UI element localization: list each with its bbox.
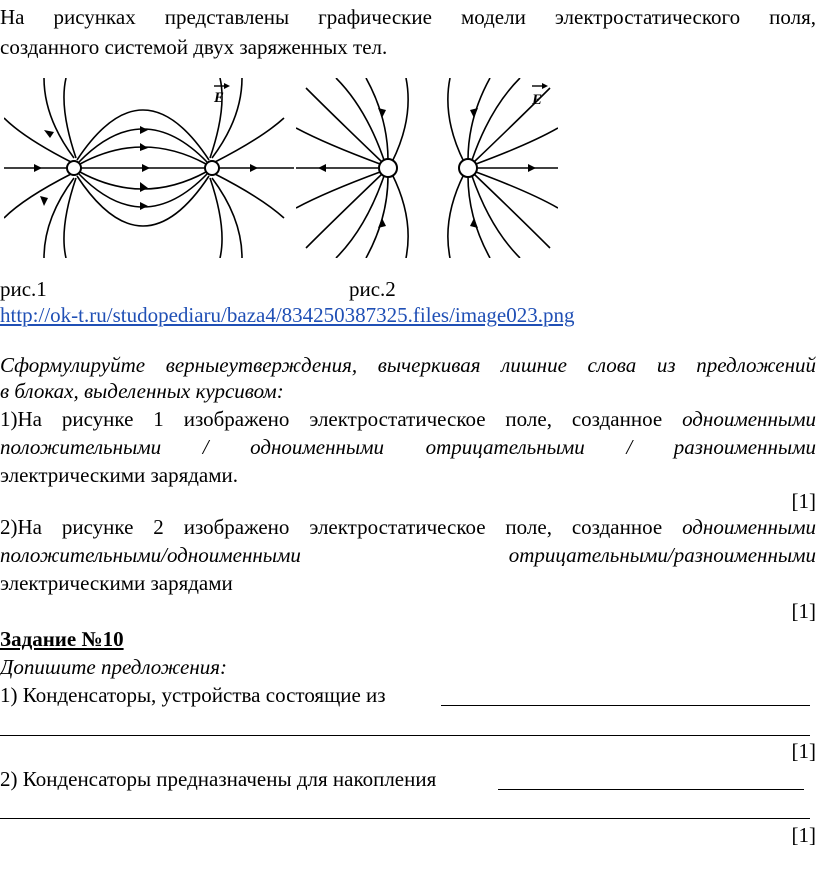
task10-q2-answer-line-1[interactable] xyxy=(498,789,804,790)
task9-q1-option-unlike[interactable]: разноименными xyxy=(673,435,816,459)
task9-q1-option-like[interactable]: одноименными xyxy=(250,435,385,459)
task9-q1-separator-1: / xyxy=(202,435,209,459)
task9-q1-separator-2: / xyxy=(626,435,633,459)
task9-q2-end: электрическими зарядами xyxy=(0,571,233,595)
task9-question-1-line-2 xyxy=(0,434,816,460)
task9-q1-option[interactable]: одноименными xyxy=(682,407,816,431)
figure-2-caption: рис.2 xyxy=(349,277,396,301)
intro-line-1: На рисунках представлены графические модели электростатического поля, xyxy=(0,5,816,29)
task9-q2-options-a[interactable]: положительными/одноименными xyxy=(0,543,301,567)
task9-question-1-line-1 xyxy=(0,406,816,432)
task10-q2-text: 2) Конденсаторы предназначены для накопления xyxy=(0,767,437,791)
task9-q1-option-negative[interactable]: отрицательными xyxy=(425,435,585,459)
task10-q1-answer-line-2[interactable] xyxy=(0,735,810,736)
source-link[interactable]: http://ok-t.ru/studopediaru/baza4/834250387325.files/image023.png xyxy=(0,303,575,327)
figure-1-field-lines xyxy=(4,78,294,258)
figure-1-vector-label: E xyxy=(214,90,225,106)
task9-instruction-line-1: Сформулируйте верныеутверждения, вычеркивая лишние слова из предложений xyxy=(0,353,816,377)
task10-q2-answer-line-2[interactable] xyxy=(0,818,810,819)
task9-q2-points: [1] xyxy=(791,599,816,623)
task10-q1-points: [1] xyxy=(791,739,816,763)
figure-1-caption: рис.1 xyxy=(0,277,47,301)
task10-q2-points: [1] xyxy=(791,823,816,847)
task9-q1-prefix: 1)На рисунке 1 изображено электростатическое поле, созданное xyxy=(0,407,663,431)
task9-question-2-line-1 xyxy=(0,514,816,540)
task10-q1-answer-line-1[interactable] xyxy=(441,705,810,706)
task9-q1-option-positive[interactable]: положительными xyxy=(0,435,162,459)
task9-question-2-line-2 xyxy=(0,542,816,568)
intro-line-2: созданного системой двух заряженных тел. xyxy=(0,35,388,59)
task9-q1-end: электрическими зарядами. xyxy=(0,463,239,487)
task9-q2-prefix: 2)На рисунке 2 изображено электростатическое поле, созданное xyxy=(0,515,663,539)
task9-q2-options-b[interactable]: отрицательными/разноименными xyxy=(508,543,816,567)
task10-q1-text: 1) Конденсаторы, устройства состоящие из xyxy=(0,683,386,707)
figure-2-field-lines xyxy=(296,78,558,258)
figure-2-vector-label: E xyxy=(532,92,543,108)
task9-q2-option[interactable]: одноименными xyxy=(682,515,816,539)
task9-q1-points: [1] xyxy=(791,489,816,513)
task10-instruction: Допишите предложения: xyxy=(0,655,228,679)
task9-instruction-line-2: в блоках, выделенных курсивом: xyxy=(0,379,284,403)
task10-title: Задание №10 xyxy=(0,627,124,651)
